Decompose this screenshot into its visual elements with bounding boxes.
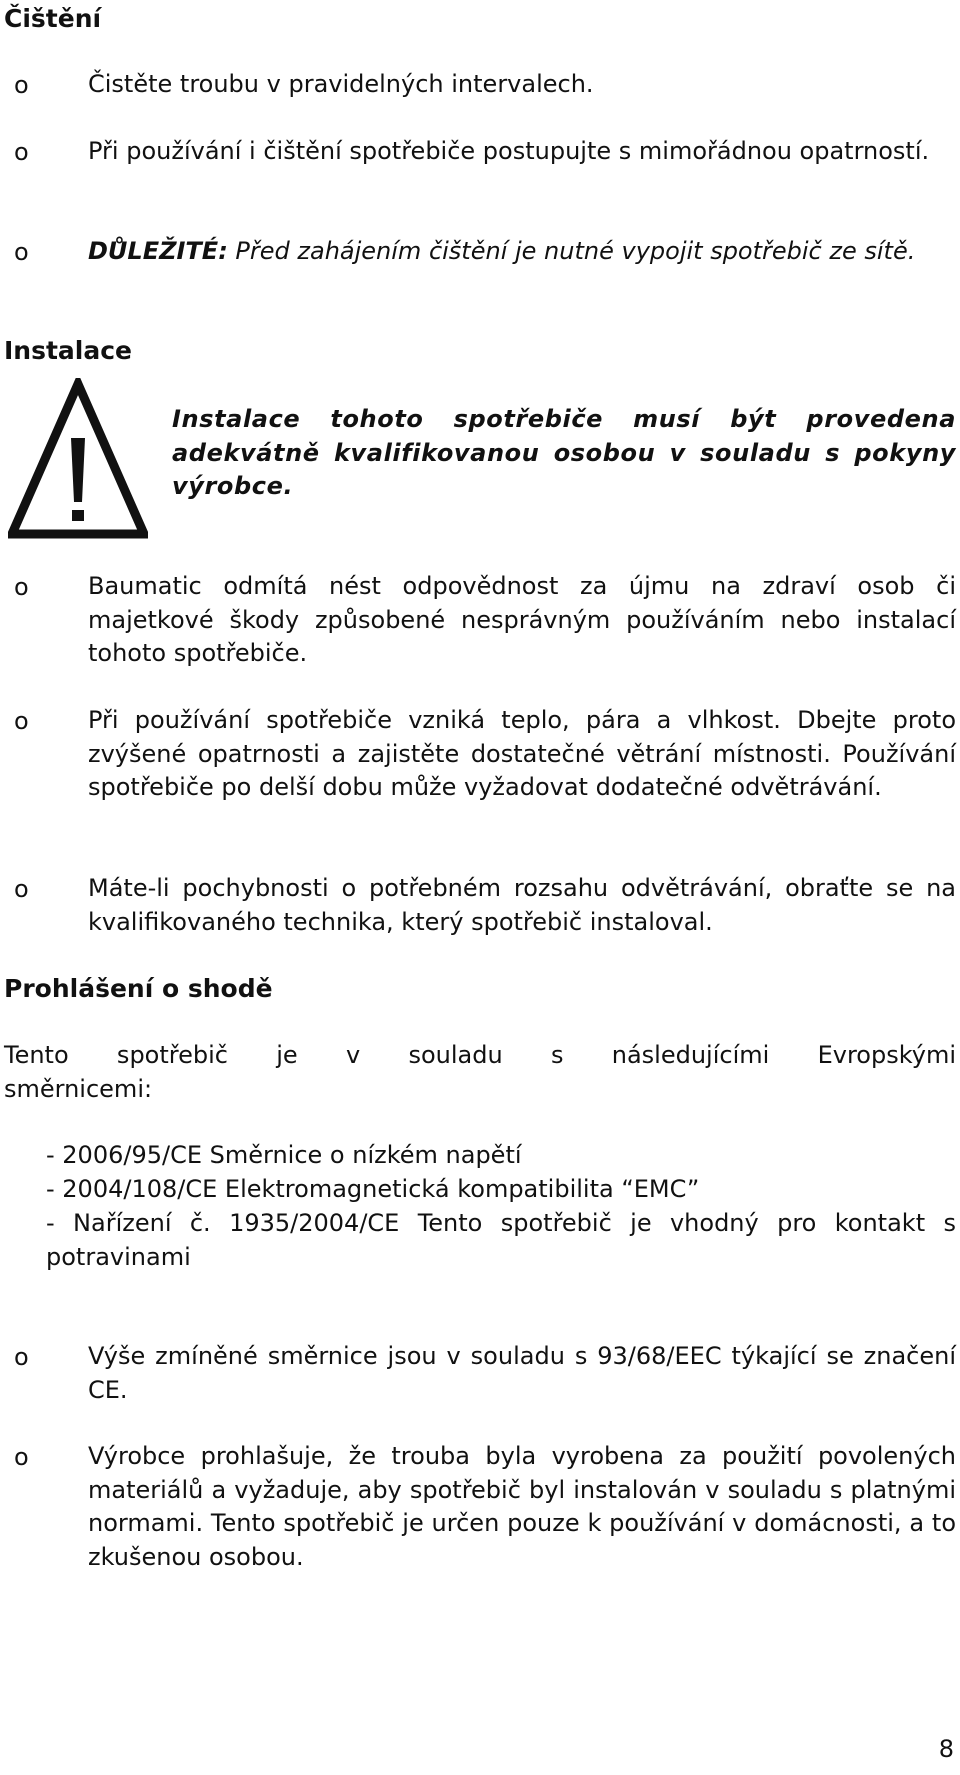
directive-item: - Nařízení č. 1935/2004/CE Tento spotřebič je vhodný pro kontakt s potravinami (46, 1209, 956, 1271)
bullet-marker: o (14, 71, 29, 99)
conformity-intro-line-2: směrnicemi: (4, 1075, 153, 1103)
section-heading-installation: Instalace (4, 336, 133, 365)
list-item-text: Baumatic odmítá nést odpovědnost za újmu na zdraví osob či majetkové škody způsobené nesprávným používáním nebo instalací tohoto spotřebiče. (88, 572, 956, 667)
section-heading-conformity: Prohlášení o shodě (4, 974, 273, 1003)
bullet-marker: o (14, 573, 29, 601)
list-item (4, 704, 956, 805)
bullet-marker: o (14, 1443, 29, 1471)
list-item-text (88, 235, 956, 269)
warning-triangle-icon (8, 378, 148, 540)
list-item-text: Při používání spotřebiče vzniká teplo, pára a vlhkost. Dbejte proto zvýšené opatrnosti a zajistěte dostatečné větrání místnosti. Používání spotřebiče po delší dobu může vyžadovat dodatečné odvětrávání. (88, 706, 956, 801)
list-item-text: Čistěte troubu v pravidelných intervalech. (88, 70, 594, 98)
list-item (4, 1440, 956, 1574)
list-item-text: Při používání i čištění spotřebiče postupujte s mimořádnou opatrností. (88, 137, 930, 165)
important-label: DŮLEŽITÉ: (88, 237, 228, 265)
bullet-marker: o (14, 875, 29, 903)
list-item (4, 135, 956, 169)
installation-warning-text: Instalace tohoto spotřebiče musí být provedena adekvátně kvalifikovanou osobou v souladu s pokyny výrobce. (172, 405, 956, 500)
list-item-text: Výrobce prohlašuje, že trouba byla vyrobena za použití povolených materiálů a vyžaduje, aby spotřebič byl instalován v souladu s platnými normami. Tento spotřebič je určen pouze k používání v domácnosti, a to zkušenou osobou. (88, 1442, 956, 1571)
bullet-marker: o (14, 138, 29, 166)
list-item (4, 235, 956, 269)
list-item (4, 68, 956, 102)
conformity-intro-line-1: Tento spotřebič je v souladu s následujícími Evropskými (4, 1041, 956, 1069)
section-heading-cleaning: Čištění (4, 4, 102, 33)
bullet-marker: o (14, 707, 29, 735)
bullet-marker: o (14, 1343, 29, 1371)
list-item-text: Máte-li pochybnosti o potřebném rozsahu odvětrávání, obraťte se na kvalifikovaného technika, který spotřebič instaloval. (88, 874, 956, 936)
bullet-marker: o (14, 238, 29, 266)
directive-item: - 2006/95/CE Směrnice o nízkém napětí (46, 1141, 522, 1169)
directive-item: - 2004/108/CE Elektromagnetická kompatibilita “EMC” (46, 1175, 700, 1203)
list-item-text: Výše zmíněné směrnice jsou v souladu s 93/68/EEC týkající se značení CE. (88, 1342, 956, 1404)
important-text: Před zahájením čištění je nutné vypojit spotřebič ze sítě. (227, 237, 916, 265)
list-item (4, 1340, 956, 1407)
list-item (4, 872, 956, 939)
page-number: 8 (938, 1735, 954, 1763)
list-item (4, 570, 956, 671)
